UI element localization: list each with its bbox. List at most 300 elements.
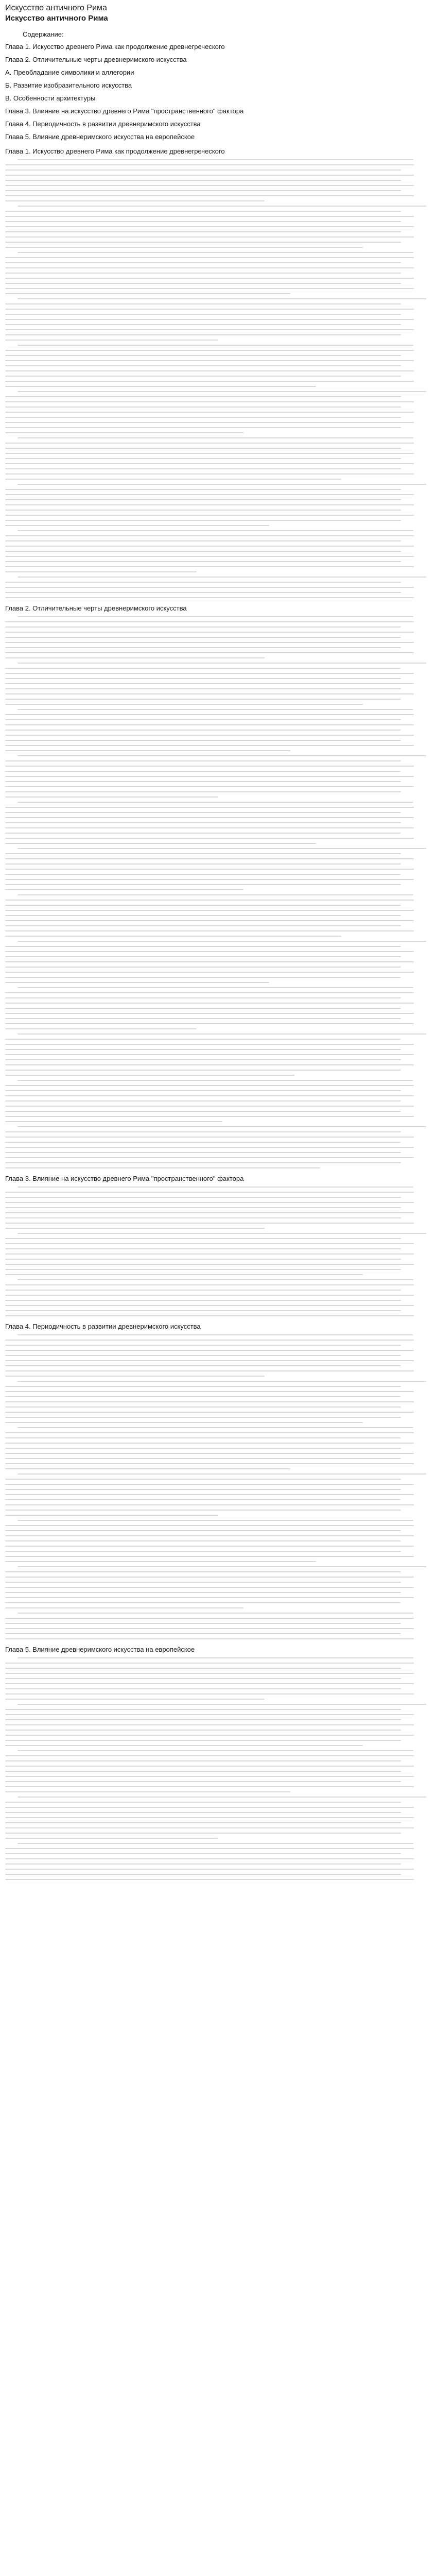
- text-line: [5, 1075, 294, 1076]
- text-line: [5, 406, 401, 408]
- text-line: [5, 1264, 414, 1265]
- text-line: [5, 1515, 218, 1516]
- text-line: [5, 520, 401, 521]
- text-line: [5, 242, 401, 243]
- text-line: [5, 1106, 414, 1107]
- text-line: [18, 1797, 426, 1798]
- text-line: [5, 340, 218, 341]
- text-line: [5, 1719, 401, 1720]
- text-line: [5, 1192, 414, 1193]
- body-text-block: [5, 159, 431, 598]
- text-line: [5, 1874, 401, 1875]
- text-line: [5, 678, 401, 679]
- text-line: [5, 838, 414, 839]
- text-line: [5, 1376, 265, 1377]
- text-line: [5, 869, 414, 870]
- text-line: [5, 1817, 414, 1818]
- text-line: [5, 1766, 414, 1767]
- toc-item: А. Преобладание символики и аллегории: [5, 69, 134, 76]
- text-line: [5, 417, 401, 418]
- text-line: [5, 561, 401, 562]
- text-line: [5, 1546, 414, 1547]
- text-line: [5, 719, 401, 720]
- text-line: [5, 535, 414, 536]
- text-line: [5, 267, 414, 268]
- text-line: [5, 1228, 265, 1229]
- text-line: [5, 376, 401, 377]
- text-line: [5, 427, 401, 428]
- text-line: [5, 458, 401, 459]
- text-line: [5, 1530, 401, 1531]
- text-line: [18, 941, 426, 942]
- text-line: [5, 1827, 414, 1828]
- text-line: [5, 283, 401, 284]
- text-line: [5, 1776, 414, 1777]
- text-line: [5, 693, 414, 694]
- text-line: [5, 1724, 414, 1725]
- text-line: [5, 699, 401, 700]
- text-line: [5, 1618, 414, 1619]
- text-line: [5, 714, 414, 715]
- text-line: [5, 647, 401, 648]
- text-line: [5, 1623, 401, 1624]
- text-line: [5, 1412, 414, 1413]
- text-line: [5, 468, 401, 469]
- text-line: [5, 1274, 363, 1275]
- text-line: [5, 422, 414, 423]
- text-line: [5, 1142, 401, 1143]
- text-line: [18, 530, 413, 531]
- text-line: [5, 211, 401, 212]
- body-text-block: [5, 616, 431, 1168]
- text-line: [18, 802, 413, 803]
- text-line: [5, 1365, 401, 1366]
- text-line: [5, 1355, 401, 1356]
- text-line: [5, 401, 414, 402]
- text-line: [5, 324, 401, 325]
- text-line: [18, 1613, 413, 1614]
- text-line: [5, 796, 218, 798]
- text-line: [5, 1044, 414, 1045]
- text-line: [5, 1812, 401, 1813]
- text-line: [5, 1607, 243, 1608]
- text-line: [5, 771, 401, 772]
- text-line: [5, 910, 414, 911]
- text-line: [5, 905, 401, 906]
- text-line: [5, 704, 363, 705]
- text-line: [5, 1432, 414, 1433]
- text-line: [18, 1657, 413, 1658]
- toc-item: Глава 5. Влияние древнеримского искусства на европейское: [5, 133, 195, 141]
- text-line: [5, 1571, 401, 1572]
- text-line: [5, 1059, 401, 1060]
- text-line: [5, 1791, 290, 1792]
- table-of-contents: [5, 30, 431, 141]
- text-line: [5, 1468, 290, 1469]
- text-line: [5, 884, 401, 885]
- body-text-block: [5, 1657, 431, 1880]
- text-line: [5, 556, 414, 557]
- text-line: [5, 1269, 401, 1270]
- text-line: [5, 1340, 414, 1341]
- text-line: [5, 597, 414, 598]
- text-line: [5, 807, 414, 808]
- text-line: [5, 334, 401, 335]
- text-line: [18, 1033, 426, 1035]
- text-line: [5, 180, 401, 181]
- text-line: [5, 1760, 401, 1761]
- text-line: [5, 1730, 401, 1731]
- text-line: [5, 1162, 401, 1163]
- text-line: [5, 1315, 414, 1316]
- text-line: [18, 709, 413, 710]
- text-line: [5, 216, 414, 217]
- text-line: [5, 1300, 401, 1301]
- text-line: [5, 936, 341, 937]
- text-line: [5, 1858, 414, 1859]
- text-line: [5, 833, 401, 834]
- body-text-block: [5, 1187, 431, 1316]
- text-line: [5, 510, 401, 511]
- text-line: [5, 350, 414, 351]
- text-line: [5, 1688, 401, 1689]
- section-5: [5, 1646, 431, 1880]
- text-line: [18, 616, 413, 617]
- text-line: [18, 345, 413, 346]
- text-line: [5, 1417, 401, 1418]
- toc-item: Глава 2. Отличительные черты древнеримского искусства: [5, 56, 187, 63]
- text-line: [18, 391, 426, 392]
- text-line: [5, 329, 414, 330]
- text-line: [5, 164, 414, 165]
- text-line: [5, 1238, 401, 1239]
- text-line: [5, 1633, 401, 1634]
- text-line: [5, 915, 401, 916]
- text-line: [18, 848, 426, 849]
- text-line: [5, 1049, 401, 1050]
- text-line: [18, 577, 426, 578]
- text-line: [5, 626, 401, 628]
- text-line: [18, 1427, 413, 1428]
- text-line: [18, 755, 426, 756]
- text-line: [5, 992, 414, 993]
- text-line: [5, 853, 401, 854]
- text-line: [5, 750, 290, 751]
- text-line: [18, 159, 413, 160]
- text-line: [5, 1668, 401, 1669]
- text-line: [5, 463, 414, 464]
- text-line: [5, 546, 414, 547]
- text-line: [5, 587, 414, 588]
- text-line: [5, 412, 414, 413]
- text-line: [5, 443, 414, 444]
- section-2: [5, 604, 431, 1168]
- text-line: [5, 360, 414, 361]
- text-line: [5, 1786, 414, 1787]
- text-line: [5, 1602, 401, 1603]
- text-line: [5, 1422, 363, 1423]
- text-line: [5, 1638, 414, 1639]
- section-1: [5, 147, 431, 598]
- text-line: [5, 786, 414, 787]
- text-line: [5, 1131, 401, 1132]
- text-line: [5, 740, 401, 741]
- text-line: [5, 1484, 414, 1485]
- text-line: [5, 1039, 401, 1040]
- text-line: [18, 437, 413, 438]
- text-line: [5, 257, 414, 258]
- text-line: [5, 776, 414, 777]
- text-line: [5, 1437, 401, 1438]
- text-line: [5, 879, 414, 880]
- text-line: [5, 1540, 401, 1541]
- text-line: [5, 967, 401, 968]
- text-line: [18, 206, 426, 207]
- text-line: [5, 1443, 414, 1444]
- text-line: [5, 812, 401, 813]
- text-line: [5, 592, 401, 593]
- text-line: [18, 1279, 413, 1280]
- text-line: [5, 1592, 401, 1593]
- text-line: [5, 951, 414, 952]
- text-line: [5, 396, 401, 397]
- text-line: [5, 1023, 414, 1024]
- text-line: [5, 858, 414, 859]
- text-line: [5, 889, 243, 890]
- text-line: [5, 1212, 414, 1213]
- text-line: [5, 1525, 414, 1526]
- text-line: [5, 827, 414, 828]
- text-line: [5, 1396, 401, 1397]
- text-line: [5, 1561, 316, 1562]
- text-line: [18, 1566, 426, 1567]
- text-line: [5, 977, 401, 978]
- text-line: [5, 1111, 401, 1112]
- text-line: [5, 1243, 414, 1244]
- text-line: [5, 1869, 414, 1870]
- section-heading: Глава 2. Отличительные черты древнеримского искусства: [5, 604, 187, 612]
- text-line: [5, 961, 414, 962]
- text-line: [5, 170, 401, 171]
- text-line: [5, 843, 316, 844]
- text-line: [5, 381, 414, 382]
- text-line: [5, 247, 363, 248]
- text-line: [18, 298, 426, 299]
- text-line: [5, 683, 414, 684]
- text-line: [5, 1740, 401, 1741]
- text-line: [5, 432, 243, 433]
- text-line: [5, 1494, 414, 1495]
- text-line: [5, 1479, 401, 1480]
- section-4: [5, 1323, 431, 1639]
- text-line: [5, 1597, 414, 1598]
- text-line: [5, 1781, 401, 1782]
- text-line: [5, 1853, 401, 1854]
- section-3: [5, 1175, 431, 1316]
- text-line: [5, 642, 414, 643]
- text-line: [5, 1064, 414, 1065]
- text-line: [5, 1310, 401, 1311]
- text-line: [5, 1116, 414, 1117]
- text-line: [5, 1305, 414, 1306]
- text-line: [5, 1448, 401, 1449]
- text-line: [5, 1008, 401, 1009]
- toc-heading: Содержание:: [23, 30, 64, 38]
- text-line: [5, 1556, 414, 1557]
- text-line: [5, 479, 341, 480]
- text-line: [5, 1489, 401, 1490]
- text-line: [5, 1070, 401, 1071]
- text-line: [18, 484, 426, 485]
- text-line: [5, 946, 401, 947]
- text-line: [5, 1028, 197, 1029]
- toc-item: Глава 4. Периодичность в развитии древнеримского искусства: [5, 120, 201, 128]
- text-line: [5, 473, 414, 474]
- text-line: [5, 1248, 401, 1249]
- text-line: [5, 1699, 265, 1700]
- text-line: [5, 1085, 414, 1086]
- text-line: [5, 571, 197, 572]
- text-line: [5, 1147, 414, 1148]
- text-line: [5, 1090, 401, 1091]
- text-line: [5, 200, 265, 201]
- document-title: Искусство античного Рима: [5, 4, 107, 12]
- text-line: [5, 1755, 414, 1756]
- text-line: [5, 236, 414, 238]
- text-line: [5, 453, 414, 454]
- text-line: [5, 370, 414, 371]
- text-line: [5, 303, 401, 304]
- text-line: [5, 494, 414, 495]
- text-line: [5, 1003, 414, 1004]
- text-line: [5, 1551, 401, 1552]
- text-line: [5, 1217, 401, 1218]
- text-line: [5, 1745, 363, 1746]
- text-line: [5, 1628, 414, 1629]
- text-line: [5, 724, 414, 725]
- section-heading: Глава 1. Искусство древнего Рима как продолжение древнегреческого: [5, 147, 225, 155]
- section-heading: Глава 4. Периодичность в развитии древнеримского искусства: [5, 1323, 201, 1330]
- text-line: [5, 540, 401, 541]
- text-line: [5, 499, 401, 500]
- text-line: [5, 1663, 414, 1664]
- text-line: [5, 1510, 401, 1511]
- text-line: [5, 1100, 401, 1101]
- text-line: [5, 1771, 401, 1772]
- text-line: [5, 1458, 401, 1459]
- text-line: [18, 1334, 413, 1335]
- text-line: [5, 1683, 414, 1684]
- text-line: [5, 1152, 401, 1153]
- text-line: [5, 900, 414, 901]
- text-line: [18, 1750, 413, 1751]
- text-line: [18, 894, 413, 895]
- text-line: [5, 781, 401, 782]
- text-line: [5, 760, 401, 761]
- text-line: [5, 1535, 414, 1536]
- text-line: [5, 1453, 414, 1454]
- text-line: [18, 1233, 426, 1234]
- text-line: [5, 273, 401, 274]
- text-line: [18, 1520, 413, 1521]
- text-line: [5, 1714, 414, 1715]
- text-line: [5, 1693, 414, 1694]
- text-line: [5, 1673, 414, 1674]
- text-line: [5, 1121, 222, 1122]
- text-line: [5, 1401, 414, 1402]
- text-line: [5, 1499, 401, 1500]
- text-line: [18, 1473, 426, 1475]
- text-line: [5, 314, 401, 315]
- toc-item: Глава 1. Искусство древнего Рима как продолжение древнегреческого: [5, 43, 225, 50]
- text-line: [5, 1350, 414, 1351]
- text-line: [5, 1295, 414, 1296]
- text-line: [5, 195, 414, 196]
- text-line: [5, 925, 401, 926]
- text-line: [5, 1054, 414, 1055]
- text-line: [5, 745, 414, 746]
- text-line: [5, 1879, 414, 1880]
- text-line: [5, 621, 414, 622]
- text-line: [5, 190, 401, 191]
- text-line: [5, 1709, 401, 1710]
- text-line: [5, 637, 401, 638]
- text-line: [5, 288, 414, 289]
- text-line: [5, 489, 401, 490]
- text-line: [5, 221, 401, 222]
- text-line: [5, 1807, 414, 1808]
- text-line: [5, 1833, 401, 1834]
- text-line: [5, 735, 414, 736]
- text-line: [5, 1157, 414, 1158]
- section-heading: Глава 3. Влияние на искусство древнего Рима "пространственного" фактора: [5, 1175, 244, 1182]
- text-line: [5, 982, 269, 983]
- text-line: [5, 582, 401, 583]
- text-line: [5, 386, 316, 387]
- text-line: [5, 319, 414, 320]
- text-line: [5, 673, 414, 674]
- text-line: [5, 231, 401, 232]
- text-line: [5, 657, 265, 658]
- text-line: [5, 632, 414, 633]
- text-line: [5, 1848, 414, 1849]
- text-line: [18, 663, 426, 664]
- text-line: [5, 185, 414, 186]
- text-line: [5, 1735, 414, 1736]
- text-line: [5, 1223, 414, 1224]
- text-line: [18, 1843, 413, 1844]
- text-line: [5, 1678, 401, 1679]
- text-line: [5, 1202, 414, 1203]
- text-line: [5, 1018, 401, 1019]
- text-line: [5, 525, 269, 526]
- text-line: [5, 652, 414, 653]
- text-line: [18, 1381, 426, 1382]
- text-line: [5, 1504, 414, 1505]
- text-line: [5, 1370, 414, 1371]
- toc-item: В. Особенности архитектуры: [5, 94, 96, 102]
- text-line: [18, 1080, 413, 1081]
- text-line: [5, 1822, 401, 1823]
- document-title-bold: Искусство античного Рима: [5, 14, 108, 23]
- text-line: [5, 688, 401, 689]
- text-line: [5, 1577, 414, 1578]
- text-line: [5, 863, 401, 865]
- section-heading: Глава 5. Влияние древнеримского искусства на европейское: [5, 1646, 195, 1653]
- text-line: [5, 1838, 218, 1839]
- text-line: [5, 1863, 401, 1865]
- text-line: [5, 766, 414, 767]
